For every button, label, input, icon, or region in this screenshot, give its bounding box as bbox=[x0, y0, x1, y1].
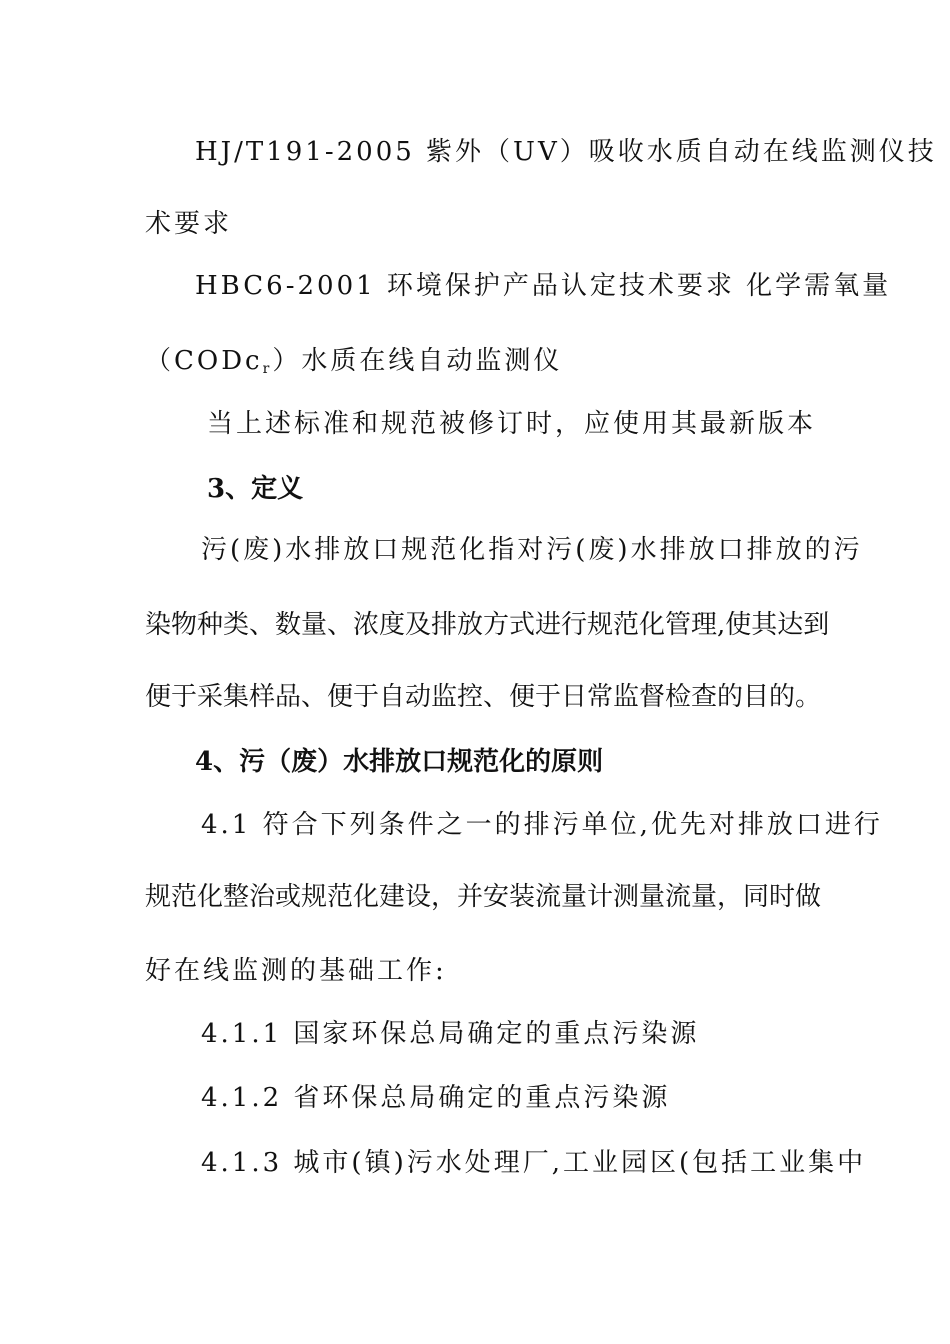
text-line: 好在线监测的基础工作: bbox=[145, 956, 447, 986]
text-line: HBC6-2001 环境保护产品认定技术要求 化学需氧量 bbox=[195, 271, 892, 301]
list-item: 4.1.3 城市(镇)污水处理厂,工业园区(包括工业集中 bbox=[201, 1148, 867, 1178]
text-line: 4.1 符合下列条件之一的排污单位,优先对排放口进行 bbox=[201, 810, 883, 840]
text-line: 染物种类、数量、浓度及排放方式进行规范化管理,使其达到 bbox=[145, 610, 830, 640]
text-line: 规范化整治或规范化建设，并安装流量计测量流量，同时做 bbox=[145, 882, 822, 912]
text-line: HJ/T191-2005 紫外（UV）吸收水质自动在线监测仪技 bbox=[195, 137, 937, 167]
list-item: 4.1.2 省环保总局确定的重点污染源 bbox=[201, 1083, 671, 1113]
text-line: 便于采集样品、便于自动监控、便于日常监督检查的目的。 bbox=[145, 682, 822, 712]
list-item: 4.1.1 国家环保总局确定的重点污染源 bbox=[201, 1019, 700, 1049]
text-line: 当上述标准和规范被修订时，应使用其最新版本 bbox=[207, 409, 817, 439]
cod-label: （CODc bbox=[145, 346, 263, 376]
cod-rest: ）水质在线自动监测仪 bbox=[272, 346, 563, 376]
section-heading: 4、污（废）水排放口规范化的原则 bbox=[195, 747, 604, 777]
text-line bbox=[145, 344, 562, 386]
section-heading: 3、定义 bbox=[207, 474, 304, 504]
text-line: 术要求 bbox=[145, 209, 233, 239]
text-line: 污(废)水排放口规范化指对污(废)水排放口排放的污 bbox=[201, 535, 863, 565]
cod-subscript: r bbox=[262, 361, 273, 377]
